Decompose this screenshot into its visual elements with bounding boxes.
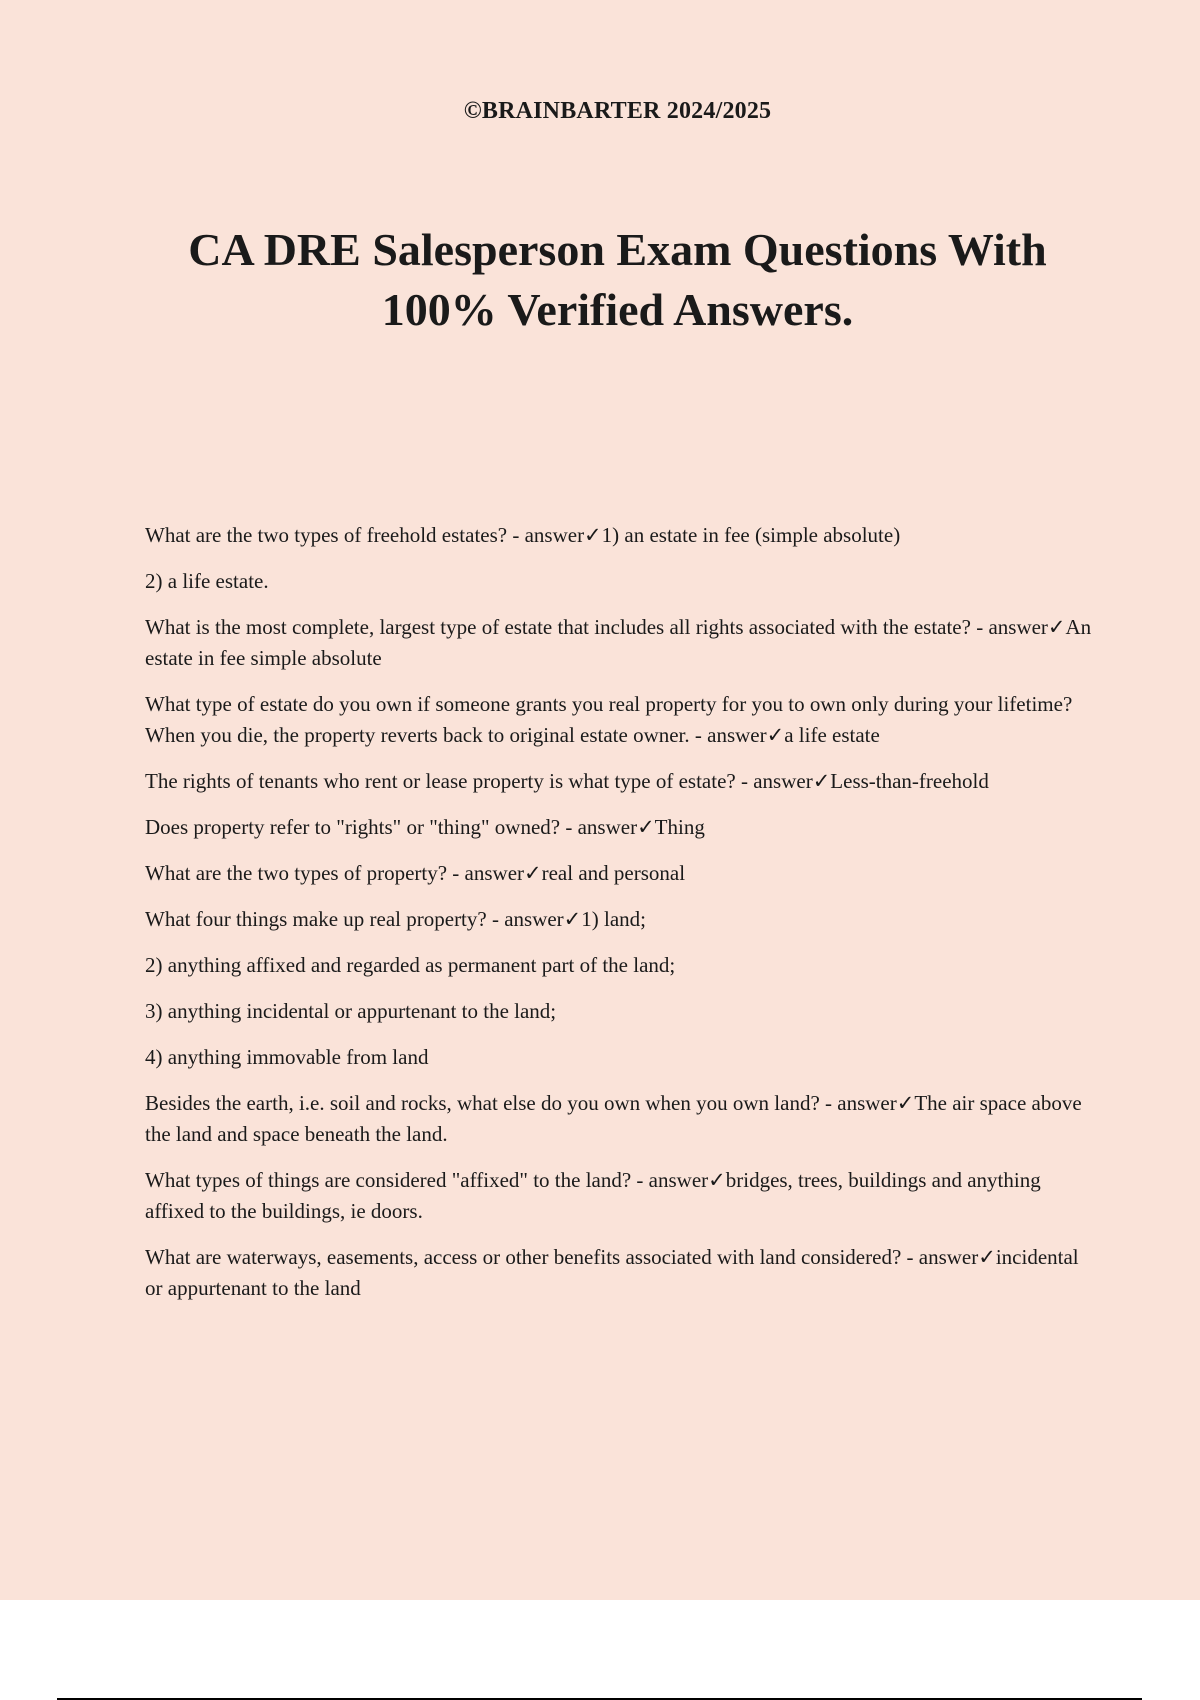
qa-paragraph: What are the two types of freehold estates? - answer✓1) an estate in fee (simple absolute) — [145, 523, 901, 547]
qa-paragraph: 3) anything incidental or appurtenant to the land; — [145, 999, 557, 1023]
qa-paragraph: 2) anything affixed and regarded as permanent part of the land; — [145, 953, 676, 977]
qa-paragraph: What are the two types of property? - answer✓real and personal — [145, 861, 686, 885]
copyright-header: ©BRAINBARTER 2024/2025 — [463, 98, 772, 124]
qa-paragraph: What types of things are considered "affixed" to the land? - answer✓bridges, trees, buildings and anything affixed to the buildings, ie doors. — [145, 1168, 1041, 1223]
qa-paragraph: 4) anything immovable from land — [145, 1045, 429, 1069]
qa-paragraph: The rights of tenants who rent or lease property is what type of estate? - answer✓Less-than-freehold — [145, 769, 989, 793]
qa-paragraph: What four things make up real property? - answer✓1) land; — [145, 907, 647, 931]
question-list — [145, 520, 1095, 1319]
qa-paragraph: Besides the earth, i.e. soil and rocks, what else do you own when you own land? - answer✓The air space above the land and space beneath the land. — [145, 1091, 1082, 1146]
qa-paragraph: Does property refer to "rights" or "thing" owned? - answer✓Thing — [145, 815, 705, 839]
qa-paragraph: What is the most complete, largest type of estate that includes all rights associated with the estate? - answer✓An estate in fee simple absolute — [145, 615, 1092, 670]
qa-paragraph: 2) a life estate. — [145, 569, 269, 593]
document-title — [0, 220, 1200, 340]
title-line-1: CA DRE Salesperson Exam Questions With — [188, 224, 1047, 275]
qa-paragraph: What are waterways, easements, access or other benefits associated with land considered? - answer✓incidental or appurtenant to the land — [145, 1245, 1079, 1300]
title-line-2: 100% Verified Answers. — [381, 284, 854, 335]
qa-paragraph: What type of estate do you own if someone grants you real property for you to own only during your lifetime? When you die, the property reverts back to original estate owner. - answer✓a life estate — [145, 692, 1073, 747]
